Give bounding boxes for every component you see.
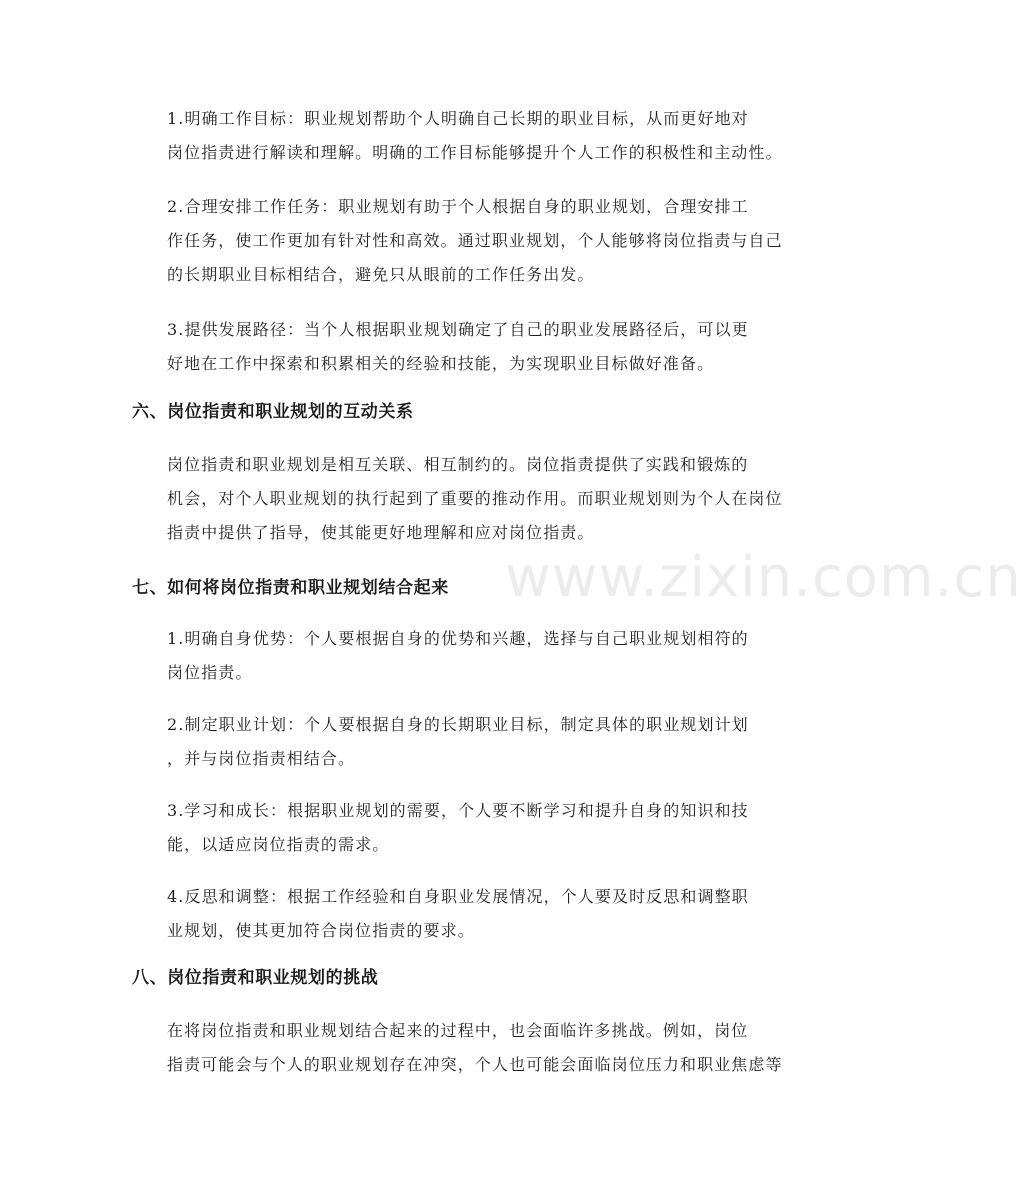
text-line: 能，以适应岗位指责的需求。 <box>167 835 390 854</box>
paragraph-challenges <box>132 1014 792 1082</box>
paragraph-interaction <box>132 448 792 550</box>
watermark: www.zixin.com.cn <box>505 545 1022 610</box>
text-line: 好地在工作中探索和积累相关的经验和技能，为实现职业目标做好准备。 <box>167 354 715 373</box>
paragraph-strengths <box>132 622 792 690</box>
text-line: 业规划，使其更加符合岗位指责的要求。 <box>167 921 475 940</box>
section-heading-8: 八、岗位指责和职业规划的挑战 <box>132 968 379 988</box>
text-line: 2.制定职业计划：个人要根据自身的长期职业目标，制定具体的职业规划计划 <box>167 715 749 734</box>
text-line: ，并与岗位指责相结合。 <box>167 749 356 768</box>
text-line: 1.明确工作目标：职业规划帮助个人明确自己长期的职业目标，从而更好地对 <box>167 109 749 128</box>
paragraph-path <box>132 313 792 381</box>
text-line: 1.明确自身优势：个人要根据自身的优势和兴趣，选择与自己职业规划相符的 <box>167 629 749 648</box>
text-line: 岗位指责和职业规划是相互关联、相互制约的。岗位指责提供了实践和锻炼的 <box>167 455 749 474</box>
paragraph-tasks <box>132 190 792 292</box>
text-line: 指责中提供了指导，使其能更好地理解和应对岗位指责。 <box>167 523 595 542</box>
text-line: 指责可能会与个人的职业规划存在冲突，个人也可能会面临岗位压力和职业焦虑等 <box>167 1055 783 1074</box>
text-line: 的长期职业目标相结合，避免只从眼前的工作任务出发。 <box>167 265 595 284</box>
text-line: 作任务，使工作更加有针对性和高效。通过职业规划，个人能够将岗位指责与自己 <box>167 231 783 250</box>
text-line: 岗位指责。 <box>167 663 253 682</box>
section-heading-6: 六、岗位指责和职业规划的互动关系 <box>132 402 414 422</box>
paragraph-plan <box>132 708 792 776</box>
text-line: 2.合理安排工作任务：职业规划有助于个人根据自身的职业规划，合理安排工 <box>167 197 749 216</box>
paragraph-reflection <box>132 880 792 948</box>
text-line: 机会，对个人职业规划的执行起到了重要的推动作用。而职业规划则为个人在岗位 <box>167 489 783 508</box>
text-line: 岗位指责进行解读和理解。明确的工作目标能够提升个人工作的积极性和主动性。 <box>167 143 783 162</box>
paragraph-goal <box>132 102 792 170</box>
text-line: 4.反思和调整：根据工作经验和自身职业发展情况，个人要及时反思和调整职 <box>167 887 749 906</box>
text-line: 在将岗位指责和职业规划结合起来的过程中，也会面临许多挑战。例如，岗位 <box>167 1021 749 1040</box>
section-heading-7: 七、如何将岗位指责和职业规划结合起来 <box>132 578 449 598</box>
text-line: 3.提供发展路径：当个人根据职业规划确定了自己的职业发展路径后，可以更 <box>167 320 749 339</box>
text-line: 3.学习和成长：根据职业规划的需要，个人要不断学习和提升自身的知识和技 <box>167 801 749 820</box>
paragraph-learning <box>132 794 792 862</box>
